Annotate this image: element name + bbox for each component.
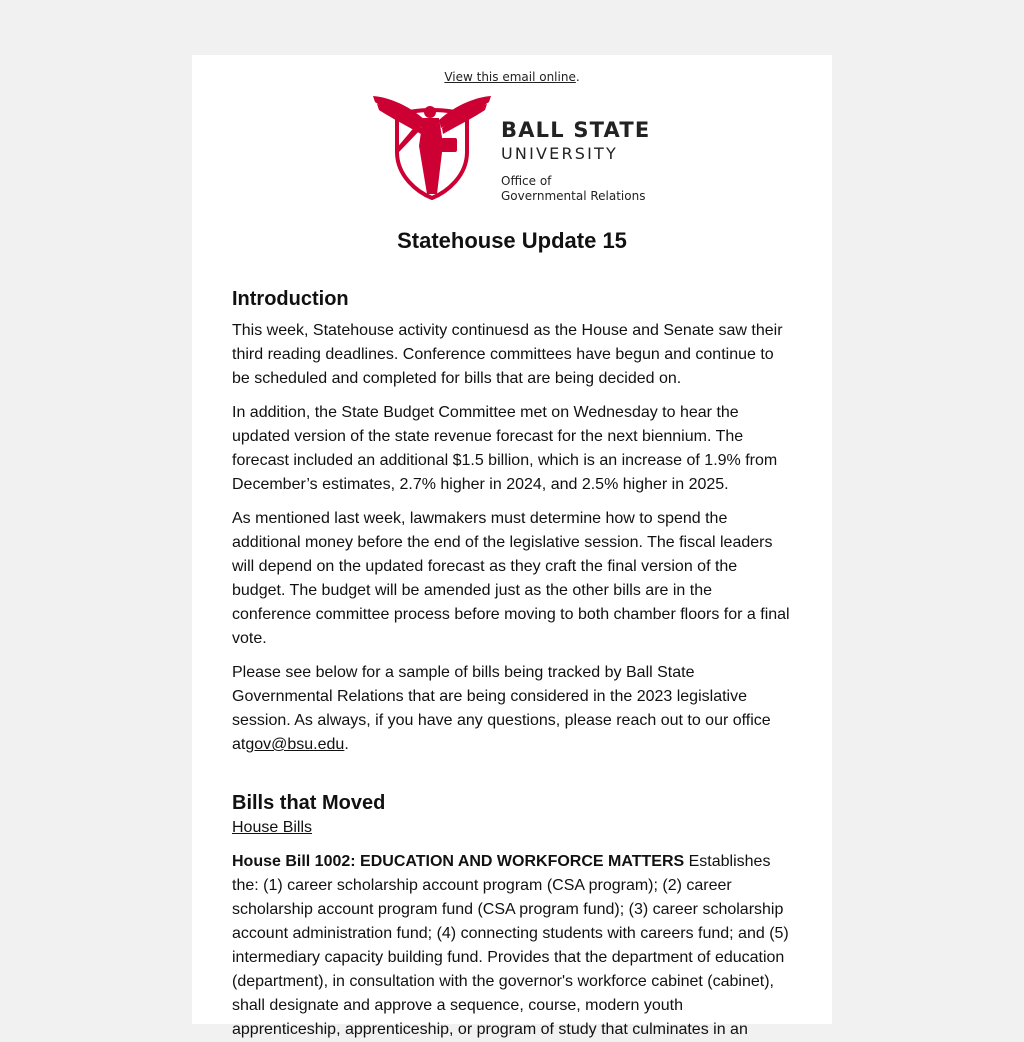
- bsu-logo: [192, 94, 832, 204]
- intro-paragraph-4: [232, 661, 792, 757]
- email-content: [192, 286, 832, 1042]
- hb1002-description: Establishes the: (1) career scholarship account program (CSA program); (2) career scholarship account program fund (CSA program fund); (3) career scholarship account administration fund; (4) connecting students with careers fund; and (5) intermediary capacity building fund. Provides that the department of education (department), in consultation with the governor's workforce cabinet (cabinet), shall designate and approve a sequence, course, modern youth apprenticeship, apprenticeship, or program of study that culminates in an: [232, 853, 789, 1038]
- intro-p4-text: Please see below for a sample of bills being tracked by Ball State Governmental Relations that are being considered in the 2023 legislative session. As always, if you have any questions, please reach out to our office at: [232, 664, 771, 753]
- house-bills-subheading: House Bills: [232, 819, 313, 836]
- hb1002-paragraph: [232, 850, 792, 1042]
- intro-paragraph-2: In addition, the State Budget Committee met on Wednesday to hear the updated version of the state revenue forecast for the next biennium. The forecast included an additional $1.5 billion, which is an increase of 1.9% from December’s estimates, 2.7% higher in 2024, and 2.5% higher in 2025.: [232, 404, 778, 493]
- intro-paragraph-1: This week, Statehouse activity continuesd as the House and Senate saw their third reading deadlines. Conference committees have begun and continue to be scheduled and completed for bills that are being decided on.: [232, 322, 783, 387]
- logo-text-line1: BALL STATE: [501, 118, 651, 142]
- intro-p4-suffix: .: [344, 736, 349, 753]
- page-title: Statehouse Update 15: [397, 228, 627, 253]
- view-online-suffix: .: [575, 70, 580, 84]
- bills-heading: Bills that Moved: [232, 792, 386, 814]
- hb1002-title: House Bill 1002: EDUCATION AND WORKFORCE MATTERS: [232, 853, 685, 870]
- intro-paragraph-3: As mentioned last week, lawmakers must determine how to spend the additional money before the end of the legislative session. The fiscal leaders will depend on the updated forecast as they craft the final version of the budget. The budget will be amended just as the other bills are in the conference committee process before moving to both chamber floors for a final vote.: [232, 510, 790, 647]
- logo-text-line2: UNIVERSITY: [501, 144, 618, 163]
- view-online-link[interactable]: View this email online: [444, 70, 576, 84]
- bsu-logo-graphic: [367, 94, 657, 204]
- logo-text-line4: Governmental Relations: [501, 189, 646, 203]
- email-link[interactable]: gov@bsu.edu: [245, 736, 345, 753]
- logo-text-line3: Office of: [501, 174, 552, 188]
- introduction-heading: Introduction: [232, 288, 349, 310]
- email-card: [192, 55, 832, 1038]
- view-online-line: [192, 70, 832, 84]
